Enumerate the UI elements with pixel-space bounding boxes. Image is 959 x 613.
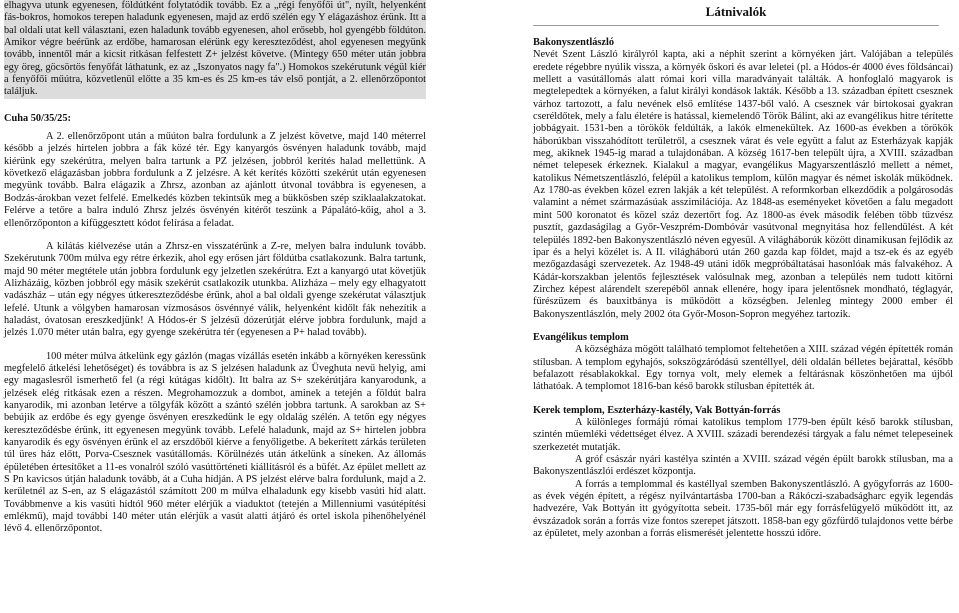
body-paragraph: A kilátás kiélvezése után a Zhrsz-en visszatérünk a Z-re, melyen balra indulunk tovább. Szekérutunk 700m múlva egy rétre érkezik, ahol egy erősen járt földútba csatlakozunk. Balra tartunk, majd 90 méter megtétele után jobbra fordulunk egy jelzetlen szekérútra. Ezt a kanyargó utat követjük Alizházáig, közben jobbról egy másik szekérút csatlakozik utunkba. Alizháza – mely egy elhagyatott vadászház – után egy négyes útkereszteződésbe érünk, ahol a bal oldali gyenge szekérutat választjuk lefelé. Utunk a völgyben hamarosan vízmosásos ösvénnyé válik, helyenként kidőlt fák nehezítik a haladást, óvatosan ereszkedjünk! A Hódos-ér S jelzésű dózerútját elérve jobbra fordulunk, majd a jelzés 1.070 méter után balra, egy gyenge szekérútra tér (egyenesen a P+ halad tovább). (4, 240, 426, 339)
body-paragraph: Nevét Szent László királyról kapta, aki a néphit szerint a környéken járt. Valójában a település eredete régebbre nyúlik vissza, a környék őskori és avar leletei (pl. a Hódos-ér 4000 éves földsáncai) mellett a vasútállomás alatt római kori villa maradványait találták. A honfoglaló magyarok is megtelepedtek a környéken, a falut királyi kondások lakták. Később a 13. században épített csesznek várhoz tartozott, a falu nevének első említése 1437-ből való. A csesznek vár birtokosai gyakran cseréldőtek, mely a falu életére is hatással, kiemelendő Török Bálint, aki az evangélikus hitre térítette jobbágyait. 1531-ben a törökök feldúlták, a lakók elmenekültek. Az 1600-as években a törökök háborúkban visszahódított területről, a csesznek várat és vele együtt a falut az Esterházyak kapják meg, akiknek 1945-ig marad a tulajdonában. A község 1617-ben települt újra, a XVIII. században német telepesek érkeznek. Kialakul a magyar, evangélikus Magyarszentlászló mellett a német, katolikus Németszentlászló, felépül a katolikus templom, külön magyar és német iskolák működnek. Az 1780-as években közel ezren lakják a két települést. A reformkorban elkezdődik a polgárosodás valamint a német származásúak asszimilációja. Az 1848-as eseményeket követően a falu megadott mint 500 koronatot és közel száz dezertőrt fog. Az 1800-as évek második felében több tűzvész pusztít, gazdaságilag a Győr-Veszprém-Dombóvár vasútvonal megnyitása hoz fellendülést. A két település 1892-ben Bakonyszentlászló néven egyesül. A világháborúk között dinamikusan fejlődik az ipar és a helyi közélet is. A II. világháború után 260 gazda kap földet, majd a tsz-ek és az egyéb mezőgazdasági szervezetek. Az 1948-49 utáni idők megpróbáltatásai hasonlóak más falvakéhoz. A Kádár-korszakban jelentős fejlesztések valósulnak meg, azonban a település nem tudott kitörni Zirchez képest alárendelt szerepéből annak ellenére, hogy ipara jelentősnek mondható, téglagyár, fűrészüzem és bauxitbánya is működött a községben. Jelenleg mintegy 2000 ember él Bakonyszentlászlón, mely 2002 óta Győr-Moson-Sopron megyéhez tartozik. (533, 49, 954, 320)
right-column (533, 0, 953, 540)
body-paragraph: 100 méter múlva átkelünk egy gázlón (magas vízállás esetén inkább a környéken keressünk megfelelő átkelési lehetőséget) és továbbra is az S jelzésen haladunk az Üveghuta nevű helyig, ami egy magaslesről ismerhető fel (a régi kútágas kidőlt). Itt balra az S+ szekérútjára kanyarodunk, a jelzések elég ritkásak ezen a részen. Megrohamozzuk a dombot, aminek a tetején a földút balra kanyarodik, mi azonban letérve a tölgyfák között a szántó szélén jobbra tartunk. A sarokban az S+ bebújik az erdőbe és egy gyenge ösvényen ereszkedünk le egy oldalág szélén. A tetőn egy négyes kereszteződésbe érünk, itt egyenesen megyünk tovább. Lefelé haladunk, majd az S+ hirtelen jobbra kanyarodik és egy ösvényen érünk el az erszdőből kiérve a fenyőligetbe. A bekerített zárkás területen túl üres ház előtt, Porva-Csesznek vasútállomás. Körülnézés után átkelünk a síneken. Az állomás épületében értesítőket a 11-es vonalról szóló vasúttörténeti kiállításról és a büfét. Az épület mellett az S Pn kavicsos útján haladunk tovább, át a Cuha hídján. A PS jelzést elérve balra fordulunk, majd a 2. kerületnél az S-en, az S elágazástól számított 200 m múlva elhaladunk egy kisebb vasúti híd alatt. Továbbmenve a kis vasúti hídtól 960 méter elérjük a viaduktot (tetején a Millenniumi vasútépítési emlékmű), majd további 140 méter után elérjük a vasút alatti átjáró és ortel iskola pihenőhelyénél lévő 4. ellenőrzőpontot. (4, 350, 426, 535)
body-paragraph: A 2. ellenőrzőpont után a műúton balra fordulunk a Z jelzést követve, majd 140 méterrel később a jelzés hirtelen jobbra a fák közé tér. Egy kanyargós ösvényen haladunk tovább, majd kiérünk egy szekérútra, melyen balra tartunk a PZ jelzésen, jobbról kerítés halad mellettünk. A következő elágazásban jobbra fordulunk a Z jelzésre. A két kerítés közötti szekérút után egyenesen megyünk tovább. Balra elágazik a Zhrsz, azonban az ajánlott útvonal továbbra is egyenesen, a Bodzás-árokban vezet felfelé. Emelkedés közben tekintsük meg a bükkösben szép sziklaalakzatokat. Felérve a tetőre a balra induló Zhrsz jelzés ösvényén kitérőt teszünk a Pápalátó-kőig, ahol a 3. ellenőrzőponton a kifüggesztett kódot felírása a feladat. (4, 131, 426, 229)
body-paragraph: A forrás a templommal és kastéllyal szemben Bakonyszentlászló. A győgyforrás az 1600-as évek végén épített, a régész nyilvántartásba 1700-ban a Rákóczi-szabadságharc egyik legendás hadvezére, Vak Bottyán itt gyógyította sebeit. 1735-ből már egy forrásfelügyelő működött itt, az évszázadok során a forrás vize fontos szerepet játszott. 1858-ban egy gőzfürdő tulajdonos vette bérbe az épületet, mely azonban a forrás elismerését jelentette hosszú időre. (533, 478, 953, 540)
section-heading: Bakonyszentlászló (533, 37, 615, 48)
intro-paragraph: elhagyva utunk egyenesen, földútként folytatódik tovább. Ez a „régi fenyőfői út", nyílt, helyenként fás-bokros, homokos terepen haladunk egyenesen, majd az erdő szélén egy Y elágazáshoz érünk. Itt a bal oldali utat kell választani, ezen haladunk tovább egyenesen, ahol erősebb, hol gyengébb földúton. Amikor végre beérünk az erdőbe, hamarosan elérünk egy kereszteződést, ahol egyenesen megyünk tovább, innentől már a kicsit ritkásan felfestett Z+ jelzést követve. (Mintegy 650 méter után jobbra egy öreg, göcsörtös fenyőfát láthatunk, ez az „Iszonyatos nagy fa".) Homokos szekérutunk végül kiér a fenyőfői műútra, közvetlenül előtte a 35 km-es és 25 km-es táv első pontját, a 2. ellenőrzőpontot találjuk. (4, 0, 426, 98)
section-heading: Cuha 50/35/25: (4, 112, 71, 124)
body-paragraph: A községháza mögött található templomot feltehetően a XIII. század végén építették román stílusban. A templom egyhajós, sokszögzáródású szentéllyel, déli oldalán bélletes bejárattal, később befalazott résablakokkal. Egy tornya volt, mely elemek a feltárásnak köszönhetően ma újból láthatóak. A templomot 1816-ban késő barokk stílusban építették át. (533, 344, 953, 393)
section-heading: Kerek templom, Eszterházy-kastély, Vak Bottyán-forrás (533, 404, 781, 416)
body-paragraph: A különleges formájú római katolikus templom 1779-ben épült késő barokk stílusban, szintén műemléki védettséget élvez. A XVIII. századi berendezési tárgyak a falu német telepeseinek szerkezetét mutatják. (533, 416, 953, 453)
left-column (4, 0, 426, 536)
section-heading: Evangélikus templom (533, 331, 629, 343)
body-paragraph: A gróf császár nyári kastélya szintén a XVIII. század végén épült barokk stílusban, ma a Bakonyszentlászlói erdészet központja. (533, 454, 953, 478)
page-title: Látnivalók (533, 0, 939, 26)
